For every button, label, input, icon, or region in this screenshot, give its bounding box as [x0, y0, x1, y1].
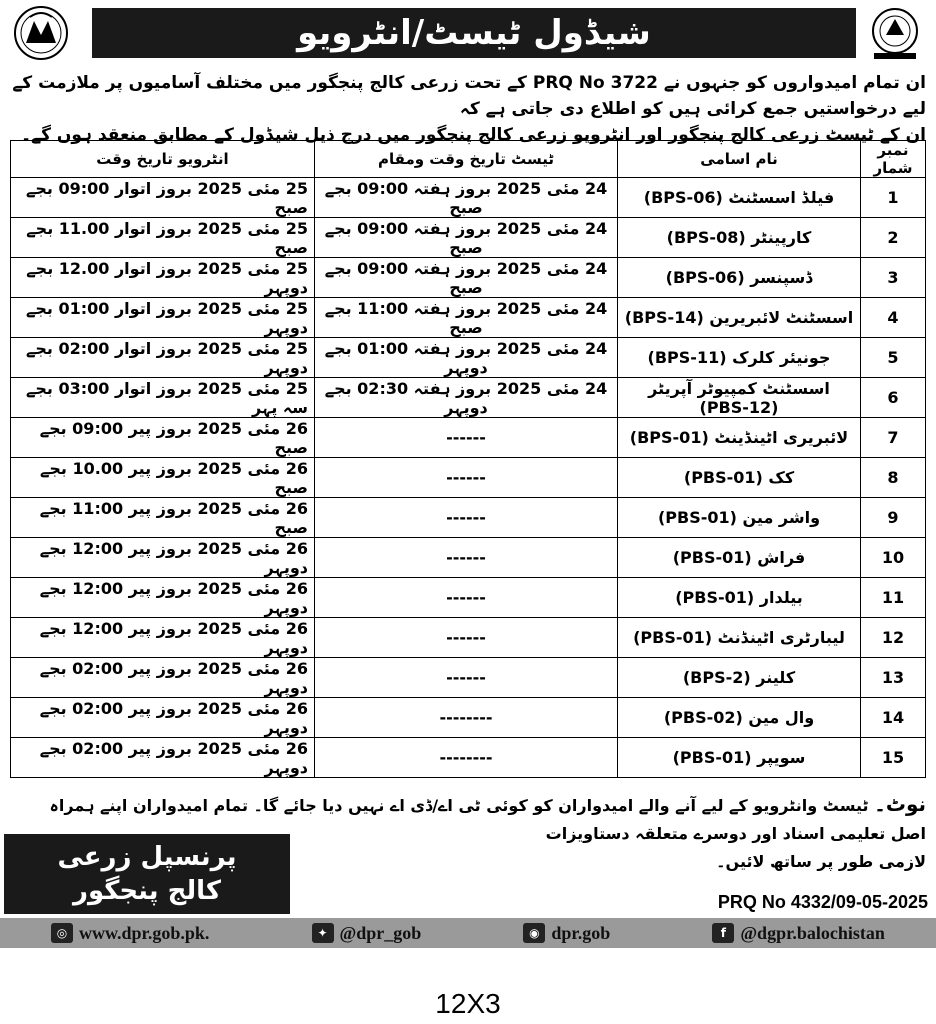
serial-cell: 11 [861, 578, 926, 618]
serial-cell: 5 [861, 338, 926, 378]
intro-paragraph [10, 70, 926, 148]
table-row [11, 178, 926, 218]
test-cell: 24 مئی 2025 بروز ہفتہ 09:00 بجے صبح [315, 218, 618, 258]
serial-cell: 3 [861, 258, 926, 298]
serial-cell: 2 [861, 218, 926, 258]
interview-cell: 26 مئی 2025 بروز پیر 12:00 بجے دوپہر [11, 538, 315, 578]
serial-cell: 13 [861, 658, 926, 698]
table-row [11, 498, 926, 538]
test-cell: -------- [315, 738, 618, 778]
interview-cell: 26 مئی 2025 بروز پیر 09:00 بجے صبح [11, 418, 315, 458]
interview-cell: 26 مئی 2025 بروز پیر 12:00 بجے دوپہر [11, 618, 315, 658]
post-cell: کلینر (BPS-2) [618, 658, 861, 698]
table-row [11, 258, 926, 298]
test-cell: ------ [315, 578, 618, 618]
post-cell: وال مین (PBS-02) [618, 698, 861, 738]
interview-cell: 25 مئی 2025 بروز اتوار 12.00 بجے دوپہر [11, 258, 315, 298]
post-cell: اسسٹنٹ کمپیوٹر آپریٹر (PBS-12) [618, 378, 861, 418]
test-cell: ------ [315, 658, 618, 698]
serial-cell: 6 [861, 378, 926, 418]
intro-line-2: ان کے ٹیسٹ زرعی کالج پنجگور اور انٹرویو زرعی کالج پنجگور میں درج ذیل شیڈول کے مطابق منعقد ہوں گے۔ [21, 125, 926, 145]
interview-cell: 26 مئی 2025 بروز پیر 02:00 بجے دوپہر [11, 738, 315, 778]
post-cell: کارپینٹر (BPS-08) [618, 218, 861, 258]
interview-cell: 25 مئی 2025 بروز اتوار 01:00 بجے دوپہر [11, 298, 315, 338]
twitter-icon: ✦ [312, 923, 334, 943]
table-row [11, 338, 926, 378]
post-cell: فراش (PBS-01) [618, 538, 861, 578]
ad-size-label: 12X3 [435, 988, 501, 1019]
header-interview-schedule: انٹرویو تاریخ وقت [11, 141, 315, 178]
schedule-table [10, 140, 926, 778]
footer-bar [0, 918, 936, 948]
post-cell: واشر مین (PBS-01) [618, 498, 861, 538]
test-cell: ------ [315, 498, 618, 538]
signature-block [4, 834, 290, 914]
footer-website[interactable] [51, 923, 209, 944]
test-cell: ------ [315, 618, 618, 658]
serial-cell: 4 [861, 298, 926, 338]
post-cell: اسسٹنٹ لائبریرین (BPS-14) [618, 298, 861, 338]
post-cell: لائبریری اٹینڈینٹ (BPS-01) [618, 418, 861, 458]
table-row [11, 418, 926, 458]
post-cell: فیلڈ اسسٹنٹ (BPS-06) [618, 178, 861, 218]
table-row [11, 378, 926, 418]
twitter-text: @dpr_gob [339, 922, 422, 943]
note-line-1: ٹیسٹ وانٹرویو کے لیے آنے والے امیدواران کو کوئی ٹی اے/ڈی اے نہیں دیا جائے گا۔ تمام امیدواران اپنے ہمراہ اصل تعلیمی اسناد اور دوسرے متعلقہ دستاویزات [49, 796, 926, 843]
interview-cell: 25 مئی 2025 بروز اتوار 11.00 بجے صبح [11, 218, 315, 258]
footer-twitter[interactable] [312, 923, 422, 944]
test-cell: ------ [315, 458, 618, 498]
prq-number: PRQ No 4332/09-05-2025 [717, 892, 928, 912]
post-cell: کک (PBS-01) [618, 458, 861, 498]
table-row [11, 658, 926, 698]
instagram-text: dpr.gob [551, 922, 611, 943]
website-text: www.dpr.gob.pk. [79, 922, 210, 943]
table-row [11, 578, 926, 618]
interview-cell: 25 مئی 2025 بروز اتوار 09:00 بجے صبح [11, 178, 315, 218]
table-row [11, 298, 926, 338]
footer-instagram[interactable] [523, 923, 610, 944]
globe-icon: ◎ [51, 923, 73, 943]
table-header-row [11, 141, 926, 178]
serial-cell: 10 [861, 538, 926, 578]
dgpr-balochistan-logo [860, 4, 930, 62]
test-cell: 24 مئی 2025 بروز ہفتہ 01:00 بجے دوپہر [315, 338, 618, 378]
header-serial-no: نمبر شمار [861, 141, 926, 178]
table-row [11, 458, 926, 498]
facebook-text: @dgpr.balochistan [740, 922, 885, 943]
footer-facebook[interactable] [712, 923, 885, 944]
post-cell: سویپر (PBS-01) [618, 738, 861, 778]
signature-line-1: پرنسپل زرعی [57, 842, 237, 872]
balochistan-govt-logo [6, 4, 76, 62]
signature-line-2: کالج پنجگور [73, 876, 221, 906]
test-cell: 24 مئی 2025 بروز ہفتہ 09:00 بجے صبح [315, 178, 618, 218]
test-cell: -------- [315, 698, 618, 738]
interview-cell: 26 مئی 2025 بروز پیر 10.00 بجے صبح [11, 458, 315, 498]
note-line-2: لازمی طور پر ساتھ لائیں۔ [716, 852, 926, 871]
interview-cell: 26 مئی 2025 بروز پیر 02:00 بجے دوپہر [11, 698, 315, 738]
interview-cell: 26 مئی 2025 بروز پیر 11:00 بجے صبح [11, 498, 315, 538]
interview-cell: 26 مئی 2025 بروز پیر 02:00 بجے دوپہر [11, 658, 315, 698]
serial-cell: 7 [861, 418, 926, 458]
table-row [11, 698, 926, 738]
header-test-schedule: ٹیسٹ تاریخ وقت ومقام [315, 141, 618, 178]
serial-cell: 14 [861, 698, 926, 738]
serial-cell: 1 [861, 178, 926, 218]
test-cell: ------ [315, 538, 618, 578]
post-cell: ڈسپنسر (BPS-06) [618, 258, 861, 298]
serial-cell: 8 [861, 458, 926, 498]
post-cell: جونیئر کلرک (BPS-11) [618, 338, 861, 378]
test-cell: ------ [315, 418, 618, 458]
serial-cell: 15 [861, 738, 926, 778]
facebook-icon: f [712, 923, 734, 943]
test-cell: 24 مئی 2025 بروز ہفتہ 02:30 بجے دوپہر [315, 378, 618, 418]
interview-cell: 25 مئی 2025 بروز اتوار 02:00 بجے دوپہر [11, 338, 315, 378]
table-row [11, 538, 926, 578]
post-cell: لیبارٹری اٹینڈنٹ (PBS-01) [618, 618, 861, 658]
interview-cell: 26 مئی 2025 بروز پیر 12:00 بجے دوپہر [11, 578, 315, 618]
header-post-name: نام اسامی [618, 141, 861, 178]
intro-line-1: ان تمام امیدواروں کو جنہوں نے PRQ No 3722 کے تحت زرعی کالج پنجگور میں مختلف آسامیوں پر ملازمت کے لیے درخواستیں جمع کرائی ہیں کو اطلاع دی جاتی ہے کہ [12, 73, 926, 119]
table-row [11, 218, 926, 258]
table-row [11, 618, 926, 658]
serial-cell: 12 [861, 618, 926, 658]
interview-cell: 25 مئی 2025 بروز اتوار 03:00 بجے سہ پہر [11, 378, 315, 418]
instagram-icon: ◉ [523, 923, 545, 943]
note-label: نوٹ۔ [874, 792, 926, 816]
test-cell: 24 مئی 2025 بروز ہفتہ 09:00 بجے صبح [315, 258, 618, 298]
post-cell: بیلدار (PBS-01) [618, 578, 861, 618]
serial-cell: 9 [861, 498, 926, 538]
table-row [11, 738, 926, 778]
page-title: شیڈول ٹیسٹ/انٹرویو [92, 8, 856, 58]
test-cell: 24 مئی 2025 بروز ہفتہ 11:00 بجے صبح [315, 298, 618, 338]
